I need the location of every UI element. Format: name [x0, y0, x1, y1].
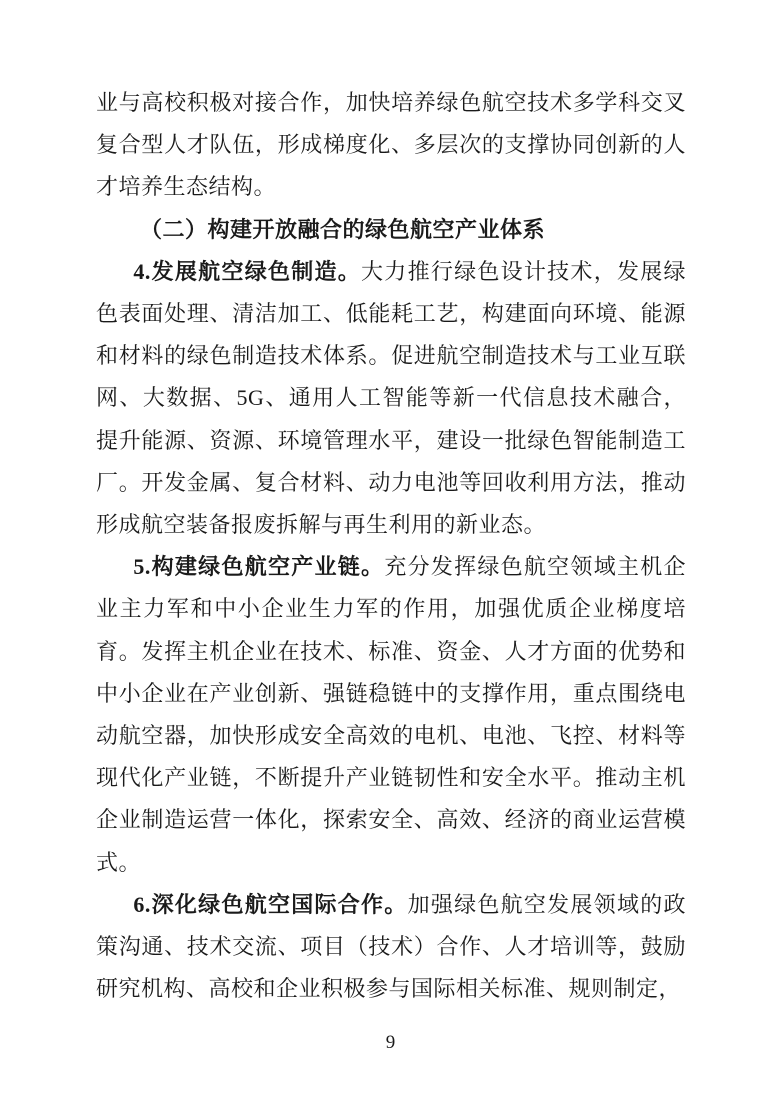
paragraph-item-4-lead: 4.发展航空绿色制造。: [133, 258, 362, 284]
paragraph-item-6-lead: 6.深化绿色航空国际合作。: [133, 891, 408, 917]
paragraph-item-6-text: 加强绿色航空发展领域的政策沟通、技术交流、项目（技术）合作、人才培训等，鼓励研究机构、高校和企业积极参与国际相关标准、规则制定，: [96, 891, 686, 1002]
paragraph-item-5-lead: 5.构建绿色航空产业链。: [133, 554, 385, 580]
paragraph-item-4-text: 大力推行绿色设计技术，发展绿色表面处理、清洁加工、低能耗工艺，构建面向环境、能源和材料的绿色制造技术体系。促进航空制造技术与工业互联网、大数据、5G、通用人工智能等新一代信息技术融合，提升能源、资源、环境管理水平，建设一批绿色智能制造工厂。开发金属、复合材料、动力电池等回收利用方法，推动形成航空装备报废拆解与再生利用的新业态。: [96, 258, 686, 538]
paragraph-item-5: [96, 546, 686, 884]
paragraph-item-6: [96, 884, 686, 1011]
paragraph-item-5-text: 充分发挥绿色航空领域主机企业主力军和中小企业生力军的作用，加强优质企业梯度培育。发挥主机企业在技术、标准、资金、人才方面的优势和中小企业在产业创新、强链稳链中的支撑作用，重点围绕电动航空器，加快形成安全高效的电机、电池、飞控、材料等现代化产业链，不断提升产业链韧性和安全水平。推动主机企业制造运营一体化，探索安全、高效、经济的商业运营模式。: [96, 554, 686, 875]
document-body: [96, 82, 686, 1010]
page-number: 9: [385, 1032, 396, 1053]
paragraph-item-4: [96, 251, 686, 546]
section-heading: （二）构建开放融合的绿色航空产业体系: [140, 216, 546, 242]
paragraph-continuation: 业与高校积极对接合作，加快培养绿色航空技术多学科交叉复合型人才队伍，形成梯度化、多层次的支撑协同创新的人才培养生态结构。: [96, 90, 686, 200]
